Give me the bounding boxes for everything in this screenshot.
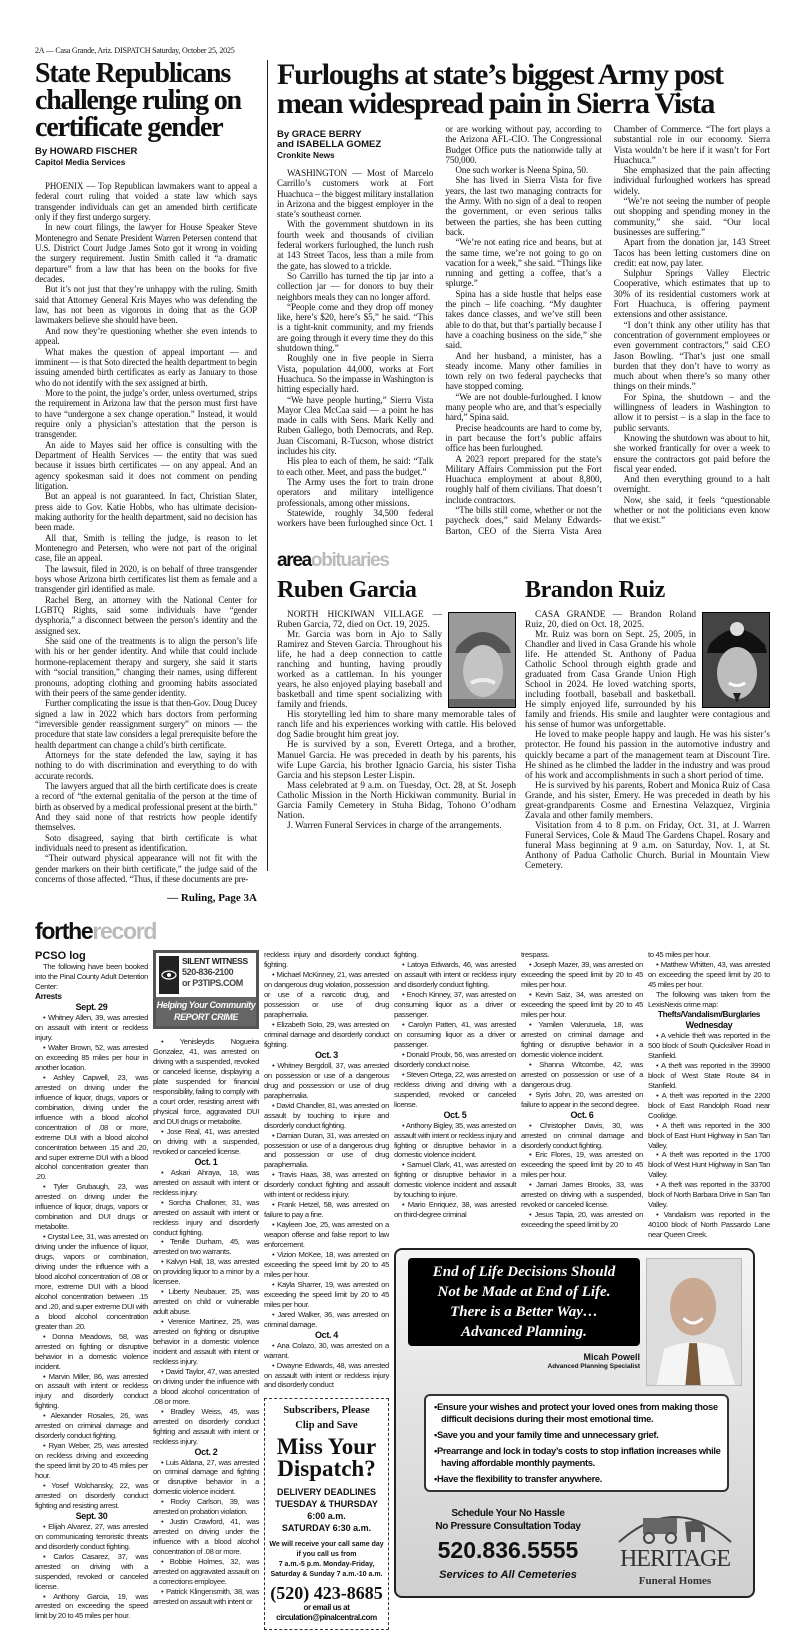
log-entry: • Bobbie Holmes, 32, was arrested on aggravated assault on a corrections employee. — [153, 1557, 259, 1587]
log-entry: • Rocky Carlson, 39, was arrested on probation violation. — [153, 1497, 259, 1517]
log-entry: • Enoch Kinney, 37, was arrested on consuming liquor as a driver or passenger. — [394, 990, 516, 1020]
log-entry: • Samuel Clark, 41, was arrested on fighting or disruptive behavior in a domestic violence incident and assault by touching to injure. — [394, 1160, 516, 1200]
headline-line: Not be Made at End of Life. — [437, 1284, 611, 1301]
ad-phone: 520-836-2100 — [182, 967, 234, 978]
headline-line: Advanced Planning. — [461, 1324, 587, 1341]
log-entry: • Sorcha Challoner, 31, was arrested on assault with intent or reckless injury and disorderly conduct fighting. — [153, 1198, 259, 1238]
ad-headline — [408, 1258, 640, 1346]
headline-line: State Republicans — [35, 58, 231, 89]
paragraph: She said one of the treatments is to align the person’s life with his or her gender identity. And while that could include hormone-replacement therapy and surgery, she said it starts with “social transition,” changing their names, using different pronouns, adopting clothing and grooming habits associated with their peers of the same gender identity. — [35, 636, 257, 698]
bullet-item: • Save you and your family time and unnecessary grief. — [434, 1429, 721, 1441]
portrait-photo — [702, 612, 770, 708]
author: By HOWARD FISCHER — [35, 146, 138, 157]
log-entry: • Luis Aldana, 27, was arrested on criminal damage and fighting or disruptive behavior in a domestic violence incident. — [153, 1458, 259, 1498]
log-entry: • Elijah Alvarez, 27, was arrested on communicating terroristic threats and disorderly conduct fighting. — [35, 1522, 148, 1552]
log-entry: • Anthony Garcia, 19, was arrested on exceeding the speed limit by 20 to 45 miles per hour. — [35, 1592, 148, 1622]
log-date-heading: Sept. 30 — [75, 1510, 108, 1521]
log-date-heading: Wednesday — [685, 1020, 733, 1031]
ad-top-row — [408, 1258, 743, 1386]
circulation-email[interactable]: circulation@pinalcentral.com — [276, 1613, 377, 1623]
pcso-log-column — [35, 950, 148, 1621]
organization: Capitol Media Services — [35, 157, 126, 167]
log-entry: • Latoya Edwards, 46, was arrested on assault with intent or reckless injury and disorderly conduct fighting. — [394, 960, 516, 990]
paragraph: His storytelling led him to share many memorable tales of ranch life and his experiences working with cattle. His beloved dog Sadie brought him great joy. — [277, 710, 516, 741]
log-entry: • Syris John, 20, was arrested on failure to appear in the second degree. — [521, 1090, 643, 1110]
left-byline — [35, 147, 257, 167]
paragraph: “I don’t think any other utility has that concentration of government employees or even government contractors,” said CEO Jason Bowling. “That’s just one small burden that they don’t have to worry as much about when there’s so many other things on their minds.” — [613, 319, 770, 392]
log-entry: • Tyler Grubaugh, 23, was arrested on driving under the influence of liquor, drugs, vapors or combination and DUI drugs or metabolite. — [35, 1182, 148, 1232]
note-line: if you call us from — [296, 1551, 357, 1559]
log-text: fighting. — [394, 950, 418, 960]
circulation-phone[interactable]: (520) 423-8685 — [270, 1583, 383, 1604]
page-folio: 2A — Casa Grande, Ariz. DISPATCH Saturday, October 25, 2025 — [35, 46, 235, 55]
obituary-body — [525, 610, 770, 871]
top-section — [35, 60, 770, 904]
paragraph: But it’s not just that they’re unhappy with the ruling. Smith said that Attorney General Kris Mayes who was defending the law, has not been as vigorous in doing that as the GOP lawmakers believe she should have been. — [35, 284, 257, 326]
portrait-photo — [448, 612, 516, 708]
log-entry: • Mario Enriquez, 38, was arrested on third-degree criminal — [394, 1200, 516, 1220]
specialist-photo — [646, 1258, 742, 1386]
headline-line: Furloughs at state’s biggest Army post — [277, 58, 723, 91]
paragraph: A 2023 report prepared for the state’s Military Affairs Commission put the Fort Huachuca employment at about 8,800, roughly half of them civilians. That doesn’t include contractors. — [445, 453, 602, 505]
paragraph: Mr. Ruiz was born on Sept. 25, 2005, in Chandler and lived in Casa Grande his whole life. He attended St. Anthony of Padua Catholic School through eighth grade and graduated from Casa Grande Union High School in 2024. He loved watching sports, including football, baseball and basketball. He simply enjoyed life, surrounded by his family and friends. His smile and laughter were contagious and his sense of humor was unforgettable. — [525, 629, 770, 731]
log-entry: • Verenice Martinez, 25, was arrested on fighting or disruptive behavior in a domestic violence incident and assault with intent or reckless injury. — [153, 1317, 259, 1367]
log-entry: • Travis Haas, 38, was arrested on disorderly conduct fighting and assault with intent or reckless injury. — [264, 1170, 389, 1200]
paragraph: “People come and they drop off money like, here’s $20, here’s $5,” he said. “This is a tight-knit community, and my friends are going through it every time they do this shutdown thing.” — [277, 301, 434, 354]
note-line: Saturday & Sunday 7 a.m.-10 a.m. — [270, 1571, 383, 1579]
paragraph: Knowing the shutdown was about to hit, she worked frantically for over a week to ensure the contractors got paid before the fiscal year ended. — [613, 432, 770, 474]
paragraph: J. Warren Funeral Services in charge of the arrangements. — [287, 820, 502, 831]
log-entry: • Walter Brown, 52, was arrested on exceeding 85 miles per hour in another location. — [35, 1043, 148, 1073]
note-line: 7 a.m.-5 p.m. Monday-Friday, — [278, 1561, 375, 1569]
log-text: The following have been booked into the Pinal County Adult Detention Center: — [35, 962, 148, 992]
ad-bullet-list — [424, 1394, 729, 1492]
specialist-name — [408, 1352, 640, 1372]
paragraph: Visitation from 4 to 8 p.m. on Friday, Oct. 31, at J. Warren Funeral Services, Cole & Maud The Gardens Chapel. Rosary and funeral Mass beginning at 9 a.m. on Saturday, Nov. 1, at St. Anthony of Padua Catholic Church. Burial in Mountain View Cemetery. — [525, 820, 770, 872]
box-line: DELIVERY DEADLINES — [276, 1487, 377, 1498]
right-byline — [277, 130, 427, 160]
box-line: Subscribers, Please — [283, 1405, 370, 1417]
title: Advanced Planning Specialist — [547, 1363, 640, 1371]
author: and ISABELLA GOMEZ — [277, 139, 382, 150]
paragraph: “We’re not seeing the number of people out shopping and spending money in the community,” she said. “Our local businesses are suffering.” — [613, 196, 770, 237]
pcso-log-column — [394, 950, 516, 1240]
ad-headline-block — [408, 1258, 640, 1386]
log-entry: • Yosef Wolchansky, 22, was arrested on disorderly conduct fighting and resisting arrest. — [35, 1481, 148, 1511]
paragraph: With the government shutdown in its fourth week and thousands of civilian federal workers furloughed, the lunch rush at 143 Street Tacos, less than a mile from the gate, has slowed to a trickle. — [277, 219, 434, 271]
obituary-ruben-garcia — [277, 576, 516, 871]
box-line: TUESDAY & THURSDAY — [275, 1499, 378, 1510]
log-date-heading: Oct. 4 — [315, 1329, 338, 1340]
ad-website: or P3TIPS.COM — [182, 978, 243, 989]
box-note — [267, 1540, 386, 1580]
log-text: The following was taken from the LexisNexis crime map: — [648, 990, 770, 1010]
log-date-heading: Oct. 3 — [315, 1049, 338, 1060]
log-date-heading: Oct. 5 — [443, 1109, 467, 1120]
section-light: obituaries — [310, 549, 389, 571]
log-entry: • A theft was reported in the 2200 block of East Randolph Road near Coolidge. — [648, 1091, 770, 1121]
log-entry: • Matthew Whitten, 43, was arrested on exceeding the speed limit by 20 to 45 miles per hour. — [648, 960, 770, 990]
headline-line: challenge ruling on — [35, 85, 241, 116]
paragraph: The lawsuit, filed in 2020, is on behalf of three transgender boys whose Arizona birth certificates list them as female and a transgender girl identified as male. — [35, 563, 257, 595]
paragraph: “Their outward physical appearance will not fit with the gender markers on their birth certificate,” the judge said of the concerns of those affected. “Thus, if these documents are pre- — [35, 853, 257, 885]
log-entry: • Ashley Capwell, 23, was arrested on driving under the influence of liquor, drugs, vapors or combination, driving under the influence with a blood alcohol concentration of .08 or more, extreme DUI with a blood alcohol concentration between .15 and .20, and super extreme DUI with a blood alcohol concentration greater than .20. — [35, 1073, 148, 1182]
pcso-log-column — [264, 950, 389, 1390]
cta-line: Schedule Your No Hassle — [451, 1508, 565, 1520]
brand-sub: Funeral Homes — [638, 1575, 712, 1588]
obituaries — [277, 576, 770, 871]
left-article-body — [35, 181, 257, 884]
paragraph: Mass celebrated at 9 a.m. on Tuesday, Oct. 28, at St. Joseph Catholic Mission in the North Hickiwan community. Burial in Garcia Family Cemetery in Stuha Bidag, Tohono O’odham Nation. — [277, 780, 516, 821]
log-entry: • Alexander Rosales, 26, was arrested on criminal damage and disorderly conduct fighting. — [35, 1411, 148, 1441]
paragraph: Statewide, roughly 34,500 federal workers have been furloughed since Oct. 1 or are working without pay, according to the Arizona AFL-CIO. The Congressional Budget Office puts the nationwide tally at 750,000. — [277, 124, 602, 529]
log-entry: • Frank Hetzel, 58, was arrested on failure to pay a fine. — [264, 1200, 389, 1220]
log-entry: • A theft was reported in the 39900 block of West State Route 84 in Stanfield. — [648, 1061, 770, 1091]
log-entry: • Ana Colazo, 30, was arrested on a warrant. — [264, 1341, 389, 1361]
box-line: 6:00 a.m. — [307, 1511, 346, 1522]
left-headline — [35, 60, 257, 141]
obituary-name: Ruben Garcia — [277, 576, 417, 603]
paragraph: Roughly one in five people in Sierra Vista, population 44,000, works at Fort Huachuca. So the impasse in Washington is hitting especially hard. — [277, 353, 434, 395]
paragraph: Now, she said, it feels “questionable whether or not the politicians even know that we exist.” — [613, 494, 770, 526]
heritage-logo — [614, 1502, 736, 1588]
log-entry: • Dwayne Edwards, 48, was arrested on assault with intent or reckless injury and disorderly conduct — [264, 1361, 389, 1391]
paragraph: So Carrillo has turned the tip jar into a collection jar — for donors to buy their neighbors meals they can no longer afford. — [277, 270, 434, 302]
paragraph: Spina has a side hustle that helps ease the pinch – life coaching. “My daughter takes dance classes, and we’ve still been able to do that, but that’s partially because I have a coaching business on the side,” she said. — [445, 288, 602, 351]
paragraph: Apart from the donation jar, 143 Street Tacos has been letting customers dine on credit: eat now, pay later. — [613, 237, 770, 268]
for-the-record-section — [35, 950, 770, 1630]
paragraph: And her husband, a minister, has a steady income. Many other families in town rely on two federal paychecks that have stopped coming. — [445, 350, 602, 392]
ad-tagline — [156, 997, 256, 1026]
log-entry: • Kalvyn Hall, 18, was arrested on providing liquor to a minor by a licensee. — [153, 1257, 259, 1287]
eye-logo-icon — [159, 956, 179, 994]
paragraph: Further complicating the issue is that then-Gov. Doug Ducey signed a law in 2022 which bars doctors from performing “irreversible gender reassignment surgery” on minors — the procedure that state law considers a legal prerequisite before the health department can change a child’s birth certificate. — [35, 698, 257, 750]
headline-line: certificate gender — [35, 112, 223, 143]
hearse-carriage-icon — [615, 1502, 735, 1546]
log-text: trespass. — [521, 950, 550, 960]
paragraph: Attorneys for the state defended the law, saying it has nothing to do with discrimination and everything to do with accurate records. — [35, 749, 257, 781]
log-entry: • Jamari James Brooks, 33, was arrested on driving with a suspended, revoked or canceled license. — [521, 1180, 643, 1210]
paragraph: And now they’re questioning whether she even intends to appeal. — [35, 325, 257, 347]
obituaries-section-header — [277, 550, 770, 572]
log-entry: • A vehicle theft was reported in the 500 block of South Quicksilver Road in Stanfield. — [648, 1031, 770, 1061]
box-title — [267, 1436, 386, 1480]
log-entry: • Yamilen Valenzuela, 18, was arrested on criminal damage and fighting or disruptive behavior in a domestic violence incident. — [521, 1020, 643, 1060]
paragraph: He loved to make people happy and laugh. He was his sister’s protector. He found his passion in the automotive industry and quickly became a part of the management team at Discount Tire. He shined as he climbed the ladder in the industry and was proud of his work and accomplishments in such a short period of time. — [525, 730, 770, 781]
box-line: or email us at — [303, 1603, 350, 1613]
log-title: PCSO log — [35, 950, 86, 963]
note-line: We will receive your call same day — [269, 1541, 384, 1549]
paragraph: NORTH HICKIWAN VILLAGE — Ruben Garcia, 72, died on Oct. 19, 2025. — [277, 609, 442, 630]
log-entry: • Anthony Bigley, 35, was arrested on assault with intent or reckless injury and fighting or disruptive behavior in a domestic violence incident. — [394, 1121, 516, 1161]
section-dark: forthe — [35, 918, 93, 945]
paragraph: One such worker is Neena Spina, 50. — [455, 165, 589, 176]
paragraph: An aide to Mayes said her office is consulting with the Department of Health Services — the entity that was sued because it issues birth certificates — on any appeal. And an agency spokesman said it does not comment on pending litigation. — [35, 439, 257, 491]
box-line: SATURDAY 6:30 a.m. — [281, 1523, 372, 1534]
box-line: Clip and Save — [295, 1420, 358, 1432]
cta-line: Services to All Cemeteries — [439, 1569, 577, 1582]
log-entry: • Kayla Sharrer, 19, was arrested on exceeding the speed limit by 20 to 45 miles per hour. — [264, 1280, 389, 1310]
paragraph: “We are not double-furloughed. I know many people who are, and that’s especially hard,” Spina said. — [445, 391, 602, 423]
author: By GRACE BERRY — [277, 129, 362, 140]
obituary-body — [277, 610, 516, 831]
paragraph: All that, Smith is telling the judge, is reason to let Montenegro and Petersen, who were not part of the original case, file an appeal. — [35, 532, 257, 564]
log-entry: • Whitney Bergdoll, 37, was arrested on possession or use of a dangerous drug and possession or use of drug paraphernalia. — [264, 1061, 389, 1101]
headline-line: There is a Better Way… — [450, 1304, 598, 1321]
section-dark: area — [277, 549, 311, 571]
log-entry: • David Taylor, 47, was arrested on driving under the influence with a blood alcohol concentration of .08 or more. — [153, 1367, 259, 1407]
paragraph: PHOENIX — Top Republican lawmakers want to appeal a federal court ruling that voided a state law which says transgender individuals can get an amended birth certificate only if they first undergo surgery. — [35, 181, 257, 223]
paragraph: CASA GRANDE — Brandon Roland Ruiz, 20, died on Oct. 18, 2025. — [525, 609, 696, 630]
heritage-funeral-homes-ad[interactable] — [394, 1248, 755, 1598]
paragraph: In new court filings, the lawyer for House Speaker Steve Montenegro and Senate President Warren Petersen contend that U.S. District Court Judge James Soto got it wrong in voiding the surgery requirement. Justin Smith called it “a dramatic departure” from a law that has been on the books for five decades. — [35, 222, 257, 285]
log-text: Thefts/Vandalism/Burglaries — [657, 1009, 761, 1020]
log-entry: • Donna Meadows, 58, was arrested on fighting or disruptive behavior in a domestic violence incident. — [35, 1332, 148, 1372]
pcso-log-column — [521, 950, 643, 1240]
bullet-item: • Prearrange and lock in today’s costs to stop inflation increases while having affordable monthly payments. — [434, 1445, 721, 1469]
log-entry: • David Chandler, 81, was arrested on assault by touching to injure and disorderly conduct fighting. — [264, 1101, 389, 1131]
log-text: to 45 miles per hour. — [648, 950, 711, 960]
log-entry: • Damian Duran, 31, was arrested on possession or use of a dangerous drug and possession or use of drug paraphernalia. — [264, 1131, 389, 1171]
log-entry: • Michael McKinney, 21, was arrested on dangerous drug violation, possession or use of a narcotic drug, and possession or use of drug paraphernalia. — [264, 970, 389, 1020]
paragraph: “We have people hurting,” Sierra Vista Mayor Clea McCaa said — a point he has made in calls with Sens. Mark Kelly and Ruben Gallego, both Democrats, and Rep. Juan Ciscomani, R-Tucson, whose district includes his city. — [277, 394, 434, 457]
obituary-brandon-ruiz — [525, 576, 770, 871]
paragraph: What makes the question of appeal important — and imminent — is that Soto directed the health department to begin issuing amended birth certificates as early as January to those who do not identify with the sex assigned at birth. — [35, 346, 257, 388]
paragraph: His plea to each of them, he said: “Talk to each other. Meet, and pass the budget.” — [277, 456, 434, 477]
paragraph: She has lived in Sierra Vista for five years, the last two managing contracts for the Army. With no sign of a deal to reopen the government, or even serious talks between the parties, she has been cutting back. — [445, 175, 602, 237]
ad-text — [182, 956, 248, 994]
bullet-item: • Ensure your wishes and protect your loved ones from making those difficult decisions during their most emotional time. — [434, 1401, 721, 1425]
paragraph: WASHINGTON — Most of Marcelo Carrillo’s customers work at Fort Huachuca – the biggest military installation in Arizona and the biggest employer in the state’s southeast corner. — [277, 168, 434, 220]
paragraphs — [277, 124, 770, 536]
bullet-item: • Have the flexibility to transfer anywhere. — [434, 1473, 721, 1485]
pcso-log-column — [153, 1037, 259, 1606]
left-article — [35, 60, 257, 904]
for-the-record-section-header — [35, 918, 770, 944]
name: Micah Powell — [583, 1352, 640, 1363]
log-entry: • Bradley Weiss, 45, was arrested on disorderly conduct fighting and assault with intent or reckless injury. — [153, 1407, 259, 1447]
log-entry: • Jesus Tapia, 20, was arrested on exceeding the speed limit by 20 — [521, 1210, 643, 1230]
ad-phone[interactable]: 520.836.5555 — [437, 1537, 579, 1564]
title-line: Dispatch? — [277, 1456, 376, 1482]
log-date-heading: Oct. 2 — [194, 1446, 218, 1457]
log-entry: • Elizabeth Soto, 29, was arrested on criminal damage and disorderly conduct fighting. — [264, 1020, 389, 1050]
ad-title: SILENT WITNESS — [182, 956, 248, 967]
log-entry: • Christopher Davis, 30, was arrested on criminal damage and disorderly conduct fighting. — [521, 1121, 643, 1151]
log-entry: • Kevin Saiz, 34, was arrested on exceeding the speed limit by 20 to 45 miles per hour. — [521, 990, 643, 1020]
brand-name: HERITAGE — [619, 1546, 731, 1573]
log-entry: • Liberty Neubauer, 25, was arrested on child or vulnerable adult abuse. — [153, 1287, 259, 1317]
tagline-line: REPORT CRIME — [173, 1012, 239, 1023]
log-entry: • Whitney Allen, 39, was arrested on assault with intent or reckless injury. — [35, 1013, 148, 1043]
log-entry: • A theft was reported in the 33700 block of North Barbara Drive in San Tan Valley. — [648, 1180, 770, 1210]
log-text: reckless injury and disorderly conduct fighting. — [264, 950, 389, 970]
paragraph: “We’re not eating rice and beans, but at the same time, we’re not going to go on vacation for a week,” she said. “Things like running and getting a coffee, that’s a splurge.” — [445, 237, 602, 289]
right-article-body — [277, 124, 770, 536]
headline-line: mean widespread pain in Sierra Vista — [277, 87, 715, 120]
ad-bottom-row — [408, 1502, 743, 1588]
paragraph: More to the point, the judge’s order, unless overturned, strips the requirement in Arizona law that the person must first have to have “undergone a sex change operation.” Instead, it would require only a physician’s attestation that the person is transgender. — [35, 387, 257, 440]
log-date-heading: Oct. 1 — [194, 1156, 218, 1167]
log-date-heading: Oct. 6 — [570, 1109, 594, 1120]
log-entry: • A theft was reported in the 300 block of East Hunt Highway in San Tan Valley. — [648, 1121, 770, 1151]
log-entry: • Jared Walker, 36, was arrested on criminal damage. — [264, 1310, 389, 1330]
log-entry: • A theft was reported in the 1700 block of West Hunt Highway in San Tan Valley. — [648, 1150, 770, 1180]
obituary-name: Brandon Ruiz — [525, 576, 665, 603]
paragraph: Mr. Garcia was born in Ajo to Sally Ramirez and Steven Garcia. Throughout his life, he had a deep connection to cattle ranching and hunting, having proudly worked as a cattleman. In his younger years, he also enjoyed playing baseball and basketball and time spent socializing with family and friends. — [277, 629, 442, 711]
paragraph: But an appeal is not guaranteed. In fact, Christian Slater, press aide to Gov. Katie Hobbs, who has ultimate decision-making authority for the health department, said no decision has been made. — [35, 491, 257, 533]
right-headline — [277, 60, 770, 118]
headline-line: End of Life Decisions Should — [432, 1264, 616, 1281]
tagline-line: Helping Your Community — [156, 1000, 256, 1011]
pcso-right-block — [394, 950, 770, 1598]
jump-line[interactable]: — Ruling, Page 3A — [167, 892, 257, 905]
log-entry: • Vizion McKee, 18, was arrested on exceeding the speed limit by 20 to 45 miles per hour. — [264, 1250, 389, 1280]
paragraph: Sulphur Springs Valley Electric Cooperative, which estimates that up to 30% of its residential customers work at Fort Huachuca, is offering payment extensions and other assistance. — [613, 268, 770, 320]
log-entry: • Donald Proulx, 56, was arrested on disorderly conduct noise. — [394, 1050, 516, 1070]
paragraph: She emphasized that the pain affecting individual furloughed workers has spread widely. — [613, 165, 770, 196]
section-light: record — [92, 918, 157, 945]
log-entry: • Tenille Durham, 45, was arrested on two warrants. — [153, 1237, 259, 1257]
log-entry: • Joseph Mazer, 39, was arrested on exceeding the speed limit by 20 to 45 miles per hour. — [521, 960, 643, 990]
right-section — [267, 60, 770, 871]
pcso-column-with-ad — [153, 950, 259, 1606]
paragraph: And then everything ground to a halt overnight. — [613, 474, 770, 495]
pcso-log-column — [648, 950, 770, 1240]
paragraph: The lawyers argued that all the birth certificate does is create a record of “the external genitalia of the person at the time of birth as observed by a medical professional present at the birth.” And they said none of that restricts how people identify themselves. — [35, 780, 257, 833]
paragraph: Soto disagreed, saying that birth certificate is what individuals need to present as identification. — [35, 832, 257, 853]
log-entry: • Steven Ortega, 22, was arrested on reckless driving and driving with a suspended, revoked or canceled license. — [394, 1070, 516, 1110]
cta-line: No Pressure Consultation Today — [435, 1521, 581, 1533]
log-entry: • Yenisleydis Nogueira Gonzalez, 41, was arrested on driving with a suspended, revoked or canceled license, displaying a plate suspended for financial responsibility, failing to comply with a court order, resisting arrest with physical force, aggravated DUI and DUI drugs or metabolite. — [153, 1037, 259, 1127]
paragraph: For Spina, the shutdown – and the willingness of leaders in Washington to allow it to persist – is a slap in the face to public servants. — [613, 391, 770, 433]
paragraph: The Army uses the fort to train drone operators and military intelligence professionals, among other missions. — [277, 476, 434, 508]
log-entry: • Shanna Witcombe, 42, was arrested on possession or use of a dangerous drug. — [521, 1060, 643, 1090]
pcso-right-columns — [394, 950, 770, 1240]
log-entry: • Marvin Miller, 86, was arrested on assault with intent or reckless injury and disorderly conduct fighting. — [35, 1372, 148, 1412]
log-entry: • Carlos Casarez, 37, was arrested on driving with a suspended, revoked or canceled license. — [35, 1552, 148, 1592]
paragraph: “The bills still come, whether or not the paycheck does,” said Melany Edwards-Barton, CEO of the Sierra Vista Area Chamber of Commerce. “The fort plays a substantial role in our economy. Sierra Vista wouldn’t be here if it wasn’t for Fort Huachuca.” — [445, 124, 770, 536]
log-entry: • Vandalism was reported in the 40100 block of North Passardo Lane near Queen Creek. — [648, 1210, 770, 1240]
log-entry: • Jose Real, 41, was arrested on driving with a suspended, revoked or canceled license. — [153, 1127, 259, 1157]
paragraph: Precise headcounts are hard to come by, in part because the fort’s public affairs office has been furloughed. — [445, 422, 602, 454]
log-entry: • Askari Ahraya, 18, was arrested on assault with intent or reckless injury. — [153, 1168, 259, 1198]
log-entry: • Kayleen Joe, 25, was arrested on a weapon offense and false report to law enforcement. — [264, 1220, 389, 1250]
log-entry: • Patrick Klingensmith, 38, was arrested on assault with intent or — [153, 1587, 259, 1607]
log-entry: • Justin Crawford, 41, was arrested on driving under the influence with a blood alcohol concentration of .08 or more. — [153, 1517, 259, 1557]
log-entry: • Crystal Lee, 31, was arrested on driving under the influence of liquor, drugs, vapors or combination, driving under the influence with a blood alcohol concentration of .08 or more, extreme DUI with a blood alcohol concentration between .15 and .20, and super extreme DUI with a blood alcohol concentration greater than .20. — [35, 1232, 148, 1332]
log-entry: • Carolyn Patten, 41, was arrested on consuming liquor as a driver or passenger. — [394, 1020, 516, 1050]
title-line: Miss Your — [276, 1434, 377, 1460]
silent-witness-ad[interactable] — [153, 950, 259, 1029]
miss-your-dispatch-box — [264, 1398, 389, 1630]
paragraph: He is survived by a son, Everett Ortega, and a brother, Manuel Garcia. He was preceded in death by his parents, his wife Lupe Garcia, his brother Ignacio Garcia, his sister Tisha Garcia and his stepson Lester Lispin. — [277, 740, 516, 781]
pcso-column-with-box — [264, 950, 389, 1630]
paragraph: He is survived by his parents, Robert and Monica Ruiz of Casa Grande, and his sister, Emery. He was preceded in death by his great-grandparents Cosme and Ernestina Velazquez, Virginia Zavala and other family members. — [525, 780, 770, 821]
ad-call-to-action — [408, 1507, 608, 1583]
log-text: Arrests — [35, 991, 62, 1002]
log-entry: • Eric Flores, 19, was arrested on exceeding the speed limit by 20 to 45 miles per hour. — [521, 1150, 643, 1180]
organization: Cronkite News — [277, 150, 335, 160]
paragraph: Rachel Berg, an attorney with the National Center for LGBTQ Rights, said some individuals have “gender dysphoria,” a disconnect between the person’s identity and the assigned sex. — [35, 594, 257, 636]
ad-top — [156, 953, 256, 997]
log-date-heading: Sept. 29 — [75, 1002, 108, 1013]
log-entry: • Ryan Weber, 25, was arrested on reckless driving and exceeding the speed limit by 20 to 45 miles per hour. — [35, 1441, 148, 1481]
